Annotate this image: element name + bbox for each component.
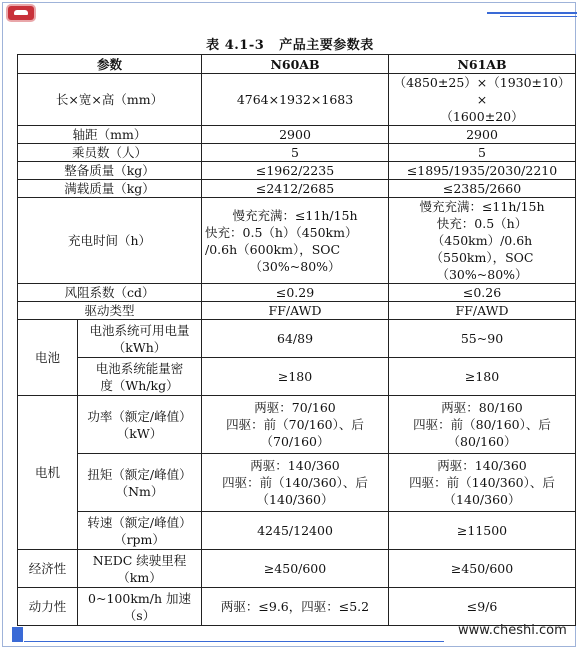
cell-value <box>389 454 576 512</box>
table-row <box>18 302 576 320</box>
label-line: （rpm） <box>114 531 165 547</box>
label-line: 转速（额定/峰值） <box>87 514 192 530</box>
table-row <box>18 180 576 198</box>
label-line: 扭矩（额定/峰值） <box>87 466 192 482</box>
cell-value: 两驱：≤9.6，四驱：≤5.2 <box>202 588 389 626</box>
header-row <box>18 55 576 74</box>
cell-line: /0.6h（600km），SOC <box>205 241 341 257</box>
table-row <box>18 454 576 512</box>
label-line: 0~100km/h 加速 <box>88 590 191 606</box>
cell-line: 四驱：前（140/360）、后（140/360） <box>409 475 555 507</box>
group-label: 电池 <box>18 320 78 396</box>
cell-line: （4850±25）×（1930±10）× <box>393 75 571 107</box>
cell-value <box>389 396 576 454</box>
top-decor-line <box>487 12 577 14</box>
cell-value <box>202 454 389 512</box>
caption-number: 表 4.1-3 <box>206 38 265 53</box>
row-label: 充电时间（h） <box>18 198 202 284</box>
label-line: （km） <box>117 569 162 585</box>
row-label <box>78 512 202 550</box>
row-label: 轴距（mm） <box>18 126 202 144</box>
label-line: （Nm） <box>115 483 164 499</box>
group-label: 经济性 <box>18 550 78 588</box>
cell-value: ≥180 <box>202 358 389 396</box>
cell-value <box>389 198 576 284</box>
cell-line: 两驱：140/360 <box>437 458 527 473</box>
header-col1: N60AB <box>202 55 389 74</box>
label-line: 电池系统可用电量 <box>89 322 190 338</box>
table-row <box>18 144 576 162</box>
cell-line: 四驱：前（70/160）、后 <box>226 417 364 432</box>
label-line: （s） <box>123 607 156 623</box>
label-line: （kW） <box>116 425 163 441</box>
label-line: NEDC 续驶里程 <box>92 552 187 568</box>
footer-accent-line <box>24 641 444 642</box>
cell-line: （140/360） <box>256 492 334 507</box>
cell-line: 两驱：80/160 <box>441 400 523 415</box>
row-label <box>78 550 202 588</box>
row-label <box>78 320 202 358</box>
cell-value: ≤1895/1935/2030/2210 <box>389 162 576 180</box>
table-row <box>18 126 576 144</box>
cell-value: 5 <box>389 144 576 162</box>
header-col2: N61AB <box>389 55 576 74</box>
cell-value: ≥180 <box>389 358 576 396</box>
cell-line: 两驱：70/160 <box>254 400 336 415</box>
row-label <box>78 454 202 512</box>
top-decor-line-thin <box>500 16 577 17</box>
cell-line: 两驱：140/360 <box>250 458 340 473</box>
cell-line: 快充：0.5（h）（450km）/0.6h <box>431 216 533 248</box>
label-line: （kWh） <box>112 339 167 355</box>
cell-value: 2900 <box>202 126 389 144</box>
table-row <box>18 358 576 396</box>
cell-line: 快充：0.5（h）（450km） <box>205 224 358 240</box>
cell-value: FF/AWD <box>202 302 389 320</box>
row-label: 驱动类型 <box>18 302 202 320</box>
site-logo-icon <box>8 6 34 20</box>
cell-value: 2900 <box>389 126 576 144</box>
table-row <box>18 284 576 302</box>
cell-value <box>389 74 576 126</box>
label-line: 功率（额定/峰值） <box>87 408 192 424</box>
cell-line: （70/160） <box>260 434 330 449</box>
footer-accent-block <box>12 627 23 642</box>
cell-value: ≤9/6 <box>389 588 576 626</box>
row-label: 整备质量（kg） <box>18 162 202 180</box>
cell-value: ≥450/600 <box>389 550 576 588</box>
row-label <box>78 588 202 626</box>
cell-value: ≥450/600 <box>202 550 389 588</box>
spec-table <box>17 54 576 626</box>
cell-value: 4245/12400 <box>202 512 389 550</box>
table-row <box>18 320 576 358</box>
cell-value <box>202 198 389 284</box>
row-label: 乘员数（人） <box>18 144 202 162</box>
cell-value: ≤1962/2235 <box>202 162 389 180</box>
cell-value: 64/89 <box>202 320 389 358</box>
row-label: 风阻系数（cd） <box>18 284 202 302</box>
cell-line: 四驱：前（80/160）、后（80/160） <box>413 417 551 449</box>
row-label: 长×宽×高（mm） <box>18 74 202 126</box>
caption-title: 产品主要参数表 <box>279 38 374 53</box>
table-row <box>18 588 576 626</box>
group-label: 动力性 <box>18 588 78 626</box>
cell-value: ≤0.26 <box>389 284 576 302</box>
table-row <box>18 198 576 284</box>
table-row <box>18 512 576 550</box>
cell-line: （550km），SOC（30%~80%） <box>430 250 534 282</box>
cell-line: 慢充充满：≤11h/15h <box>232 207 358 223</box>
cell-value: ≤2412/2685 <box>202 180 389 198</box>
cell-line: （1600±20） <box>440 109 524 124</box>
row-label <box>78 396 202 454</box>
cell-value: 4764×1932×1683 <box>202 74 389 126</box>
table-caption <box>0 34 580 53</box>
table-row <box>18 550 576 588</box>
row-label <box>78 358 202 396</box>
table-row <box>18 396 576 454</box>
watermark-text: www.cheshi.com <box>458 623 567 638</box>
table-row <box>18 162 576 180</box>
cell-line: （30%~80%） <box>249 258 341 274</box>
cell-line: 四驱：前（140/360）、后 <box>222 475 368 490</box>
cell-value <box>202 396 389 454</box>
group-label: 电机 <box>18 396 78 550</box>
header-param: 参数 <box>18 55 202 74</box>
row-label: 满载质量（kg） <box>18 180 202 198</box>
cell-value: 55~90 <box>389 320 576 358</box>
cell-value: ≥11500 <box>389 512 576 550</box>
cell-value: ≤0.29 <box>202 284 389 302</box>
table-row <box>18 74 576 126</box>
cell-value: 5 <box>202 144 389 162</box>
cell-value: FF/AWD <box>389 302 576 320</box>
label-line: 度（Wh/kg） <box>100 377 179 393</box>
cell-line: 慢充充满：≤11h/15h <box>419 199 545 214</box>
label-line: 电池系统能量密 <box>95 360 184 376</box>
cell-value: ≤2385/2660 <box>389 180 576 198</box>
